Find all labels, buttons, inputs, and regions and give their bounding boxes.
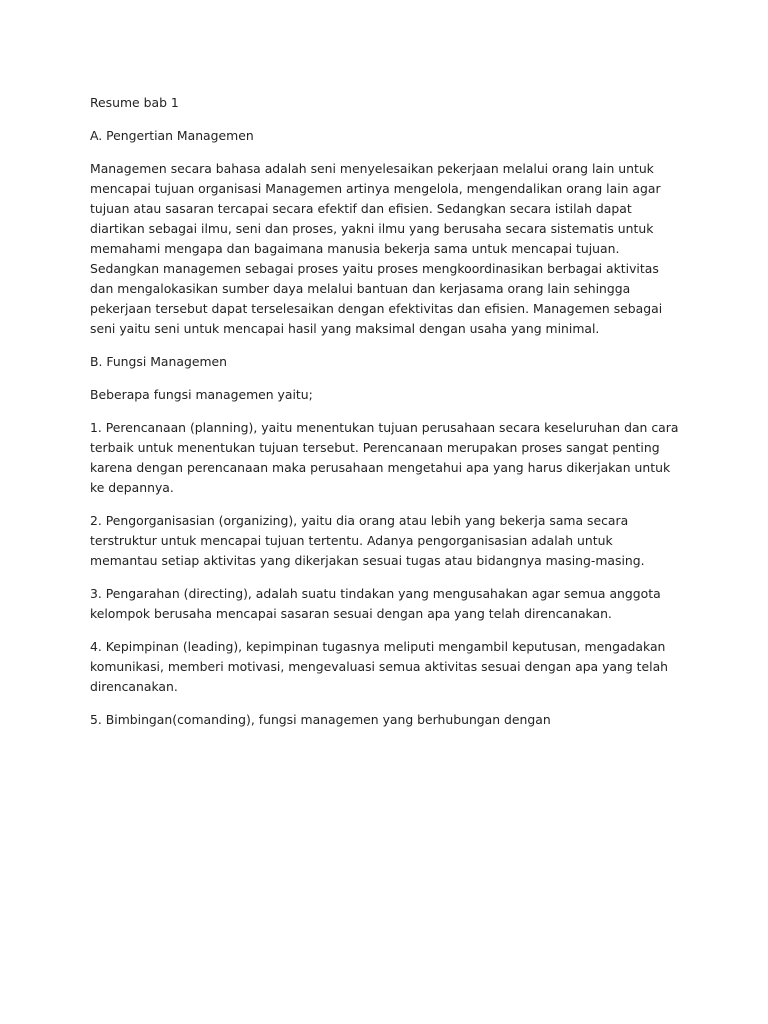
function-item-planning: 1. Perencanaan (planning), yaitu menentukan tujuan perusahaan secara keseluruhan dan cara terbaik untuk menentukan tujuan tersebut. Perencanaan merupakan proses sangat penting karena dengan perencanaan maka perusahaan mengetahui apa yang harus dikerjakan untuk ke depannya. [90, 420, 679, 495]
section-a-paragraph: Managemen secara bahasa adalah seni menyelesaikan pekerjaan melalui orang lain untuk mencapai tujuan organisasi Managemen artinya mengelola, mengendalikan orang lain agar tujuan atau sasaran tercapai secara efektif dan efisien. Sedangkan secara istilah dapat diartikan sebagai ilmu, seni dan proses, yakni ilmu yang berusaha secara sistematis untuk memahami mengapa dan bagaimana manusia bekerja sama untuk mencapai tujuan. Sedangkan managemen sebagai proses yaitu proses mengkoordinasikan berbagai aktivitas dan mengalokasikan sumber daya melalui bantuan dan kerjasama orang lain sehingga pekerjaan tersebut dapat terselesaikan dengan efektivitas dan efisien. Managemen sebagai seni yaitu seni untuk mencapai hasil yang maksimal dengan usaha yang minimal. [90, 161, 663, 336]
function-item-organizing: 2. Pengorganisasian (organizing), yaitu dia orang atau lebih yang bekerja sama secara terstruktur untuk mencapai tujuan tertentu. Adanya pengorganisasian adalah untuk memantau setiap aktivitas yang dikerjakan sesuai tugas atau bidangnya masing-masing. [90, 513, 645, 568]
section-b-heading: B. Fungsi Managemen [90, 354, 227, 369]
document-page [90, 93, 680, 743]
function-item-comanding: 5. Bimbingan(comanding), fungsi managemen yang berhubungan dengan [90, 712, 551, 727]
function-item-directing: 3. Pengarahan (directing), adalah suatu tindakan yang mengusahakan agar semua anggota kelompok berusaha mencapai sasaran sesuai dengan apa yang telah direncanakan. [90, 586, 661, 621]
function-item-leading: 4. Kepimpinan (leading), kepimpinan tugasnya meliputi mengambil keputusan, mengadakan komunikasi, memberi motivasi, mengevaluasi semua aktivitas sesuai dengan apa yang telah direncanakan. [90, 639, 669, 694]
document-title: Resume bab 1 [90, 95, 179, 110]
section-b-intro: Beberapa fungsi managemen yaitu; [90, 387, 313, 402]
section-a-heading: A. Pengertian Managemen [90, 128, 254, 143]
